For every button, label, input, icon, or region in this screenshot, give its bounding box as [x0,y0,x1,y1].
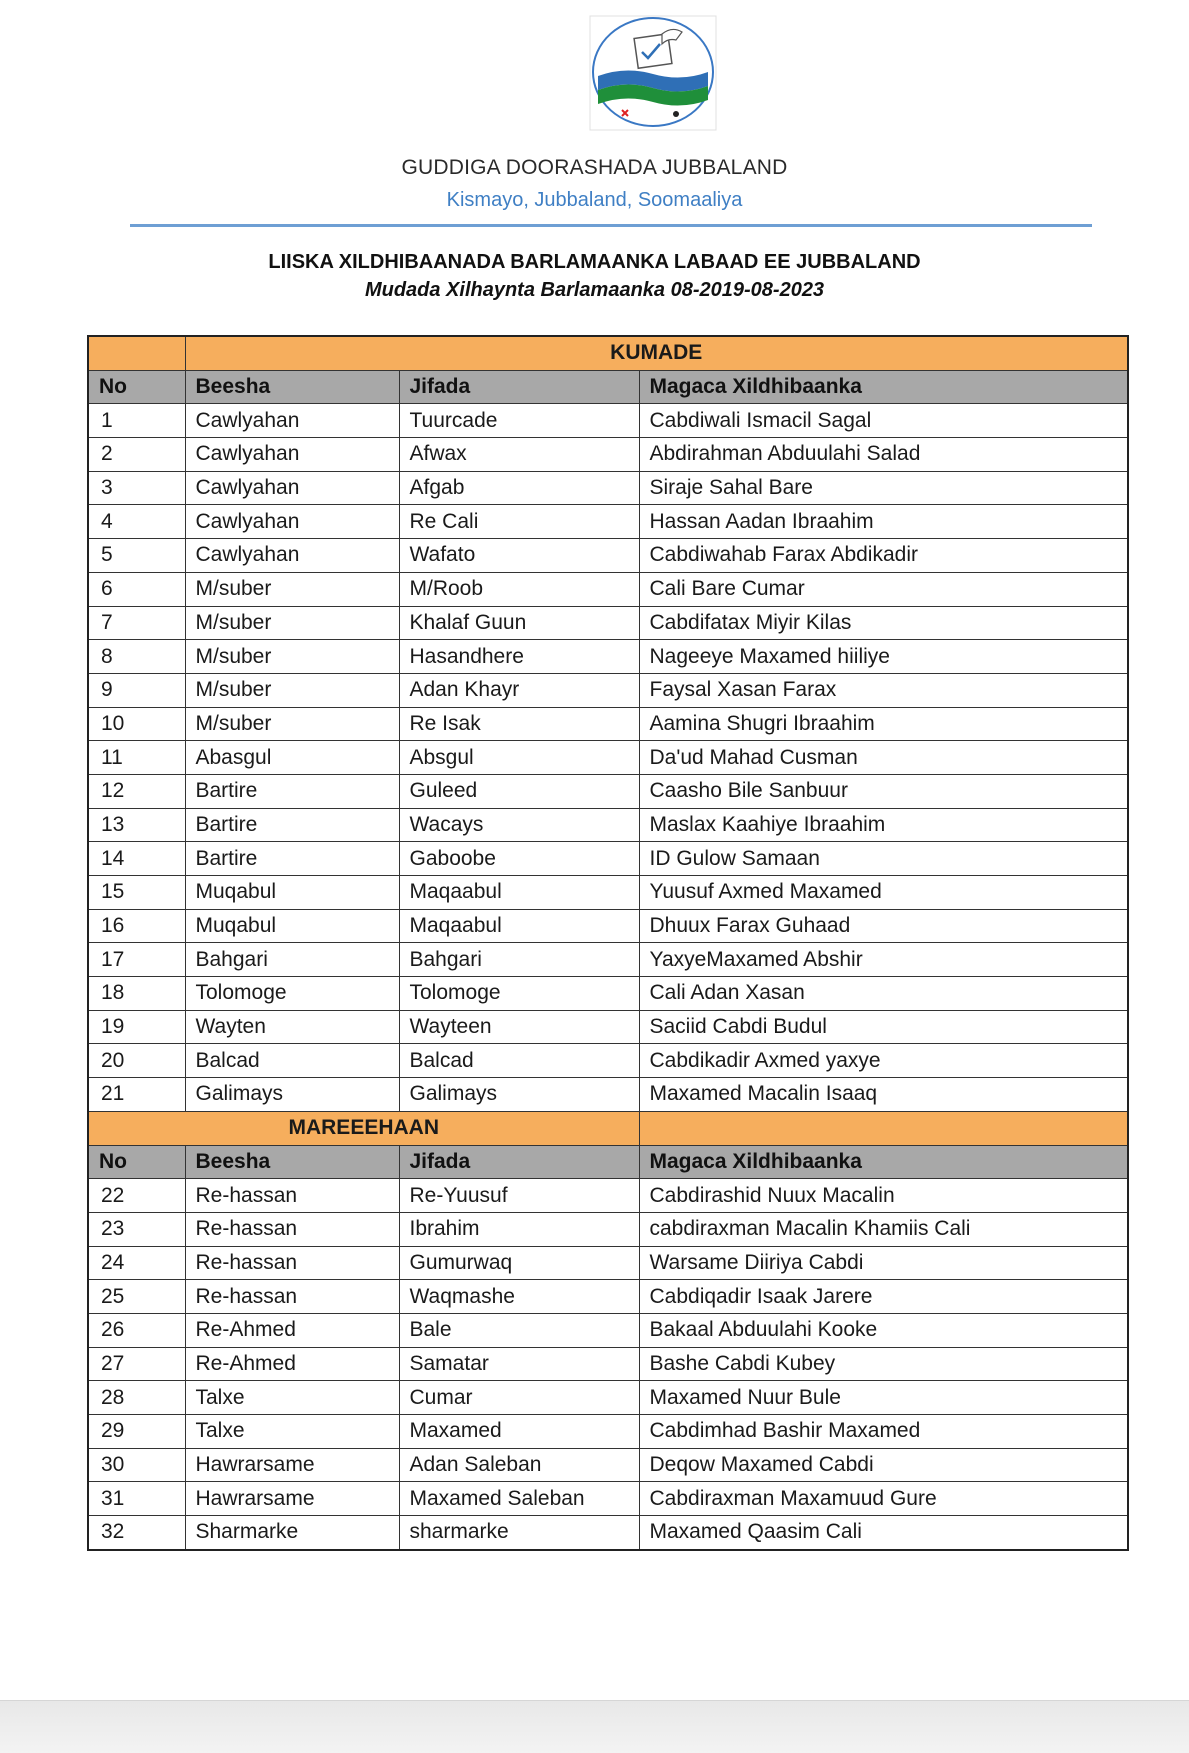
clan-cell: Re-hassan [185,1179,399,1213]
table-row [88,774,1128,808]
table-row [88,572,1128,606]
clan-cell: Muqabul [185,909,399,943]
row-number: 3 [88,471,185,505]
member-name-cell: Cabdirashid Nuux Macalin [639,1179,1128,1213]
member-name-cell: Cabdiwali Ismacil Sagal [639,404,1128,438]
table-row [88,404,1128,438]
row-number: 9 [88,673,185,707]
clan-cell: Balcad [185,1044,399,1078]
member-name-cell: Maslax Kaahiye Ibraahim [639,808,1128,842]
row-number: 21 [88,1078,185,1112]
member-name-cell: Cali Adan Xasan [639,977,1128,1011]
table-row [88,1448,1128,1482]
member-name-cell: Maxamed Macalin Isaaq [639,1078,1128,1112]
header-divider [130,224,1092,227]
table-row [88,1078,1128,1112]
column-header: Beesha [185,370,399,404]
clan-cell: Cawlyahan [185,404,399,438]
subclan-cell: Guleed [399,774,639,808]
row-number: 10 [88,707,185,741]
members-table [87,335,1129,1551]
row-number: 22 [88,1179,185,1213]
member-name-cell: Nageeye Maxamed hiiliye [639,640,1128,674]
row-number: 20 [88,1044,185,1078]
clan-cell: Bartire [185,842,399,876]
clan-cell: Re-hassan [185,1246,399,1280]
row-number: 7 [88,606,185,640]
subclan-cell: Adan Khayr [399,673,639,707]
subclan-cell: Waqmashe [399,1280,639,1314]
member-name-cell: Deqow Maxamed Cabdi [639,1448,1128,1482]
row-number: 1 [88,404,185,438]
clan-cell: Bahgari [185,943,399,977]
column-header-row [88,1145,1128,1179]
subclan-cell: Re Isak [399,707,639,741]
clan-cell: M/suber [185,640,399,674]
clan-cell: Tolomoge [185,977,399,1011]
row-number: 29 [88,1415,185,1449]
table-row [88,1280,1128,1314]
subclan-cell: Cumar [399,1381,639,1415]
column-header: Beesha [185,1145,399,1179]
table-row [88,539,1128,573]
table-row [88,505,1128,539]
subclan-cell: Re-Yuusuf [399,1179,639,1213]
table-row [88,1482,1128,1516]
clan-cell: Re-hassan [185,1212,399,1246]
member-name-cell: Cali Bare Cumar [639,572,1128,606]
row-number: 24 [88,1246,185,1280]
column-header: Magaca Xildhibaanka [639,370,1128,404]
clan-cell: Abasgul [185,741,399,775]
subclan-cell: Gumurwaq [399,1246,639,1280]
member-name-cell: Cabdiwahab Farax Abdikadir [639,539,1128,573]
clan-cell: Re-Ahmed [185,1313,399,1347]
member-name-cell: Bakaal Abduulahi Kooke [639,1313,1128,1347]
clan-cell: Cawlyahan [185,438,399,472]
clan-cell: Cawlyahan [185,539,399,573]
section-name: KUMADE [185,336,1128,370]
member-name-cell: Cabdiqadir Isaak Jarere [639,1280,1128,1314]
table-row [88,640,1128,674]
member-name-cell: Cabdikadir Axmed yaxye [639,1044,1128,1078]
table-row [88,673,1128,707]
row-number: 4 [88,505,185,539]
table-row [88,1179,1128,1213]
row-number: 19 [88,1010,185,1044]
section-header-row [88,1111,1128,1145]
row-number: 2 [88,438,185,472]
subclan-cell: Wafato [399,539,639,573]
row-number: 13 [88,808,185,842]
table-row [88,1347,1128,1381]
subclan-cell: Ibrahim [399,1212,639,1246]
table-row [88,1044,1128,1078]
row-number: 17 [88,943,185,977]
column-header: Jifada [399,370,639,404]
table-row [88,1415,1128,1449]
subclan-cell: Maqaabul [399,876,639,910]
member-name-cell: Cabdiraxman Maxamuud Gure [639,1482,1128,1516]
subclan-cell: Wayteen [399,1010,639,1044]
member-name-cell: Warsame Diiriya Cabdi [639,1246,1128,1280]
row-number: 31 [88,1482,185,1516]
clan-cell: Re-Ahmed [185,1347,399,1381]
row-number: 6 [88,572,185,606]
table-row [88,471,1128,505]
member-name-cell: Cabdifatax Miyir Kilas [639,606,1128,640]
subclan-cell: Bale [399,1313,639,1347]
clan-cell: M/suber [185,572,399,606]
row-number: 26 [88,1313,185,1347]
member-name-cell: Maxamed Nuur Bule [639,1381,1128,1415]
column-header-row [88,370,1128,404]
member-name-cell: YaxyeMaxamed Abshir [639,943,1128,977]
document-title: LIISKA XILDHIBAANADA BARLAMAANKA LABAAD EE JUBBALAND [268,251,921,273]
subclan-cell: Tuurcade [399,404,639,438]
clan-cell: Cawlyahan [185,505,399,539]
member-name-cell: cabdiraxman Macalin Khamiis Cali [639,1212,1128,1246]
row-number: 16 [88,909,185,943]
org-name: GUDDIGA DOORASHADA JUBBALAND [401,156,788,179]
subclan-cell: Tolomoge [399,977,639,1011]
row-number: 23 [88,1212,185,1246]
row-number: 27 [88,1347,185,1381]
table-row [88,1246,1128,1280]
subclan-cell: Afwax [399,438,639,472]
row-number: 28 [88,1381,185,1415]
clan-cell: Talxe [185,1415,399,1449]
clan-cell: Re-hassan [185,1280,399,1314]
member-name-cell: Da'ud Mahad Cusman [639,741,1128,775]
table-row [88,977,1128,1011]
column-header: Magaca Xildhibaanka [639,1145,1128,1179]
member-name-cell: Faysal Xasan Farax [639,673,1128,707]
clan-cell: Hawrarsame [185,1482,399,1516]
table-row [88,842,1128,876]
org-location: Kismayo, Jubbaland, Soomaaliya [446,189,743,211]
clan-cell: Wayten [185,1010,399,1044]
row-number: 12 [88,774,185,808]
table-row [88,606,1128,640]
subclan-cell: Maxamed Saleban [399,1482,639,1516]
row-number: 30 [88,1448,185,1482]
table-row [88,876,1128,910]
clan-cell: Galimays [185,1078,399,1112]
subclan-cell: Re Cali [399,505,639,539]
row-number: 32 [88,1516,185,1550]
table-row [88,707,1128,741]
document-subtitle: Mudada Xilhaynta Barlamaanka 08-2019-08-2023 [364,279,825,301]
clan-cell: Sharmarke [185,1516,399,1550]
section-blank-cell [88,336,185,370]
subclan-cell: sharmarke [399,1516,639,1550]
row-number: 5 [88,539,185,573]
subclan-cell: Maxamed [399,1415,639,1449]
ballot-box-logo-icon [588,14,718,132]
section-blank-cell [639,1111,1128,1145]
column-header: Jifada [399,1145,639,1179]
subclan-cell: M/Roob [399,572,639,606]
row-number: 14 [88,842,185,876]
column-header: No [88,1145,185,1179]
subclan-cell: Galimays [399,1078,639,1112]
clan-cell: M/suber [185,606,399,640]
clan-cell: Cawlyahan [185,471,399,505]
table-row [88,808,1128,842]
row-number: 18 [88,977,185,1011]
section-name: MAREEEHAAN [88,1111,639,1145]
clan-cell: Bartire [185,808,399,842]
table-row [88,438,1128,472]
member-name-cell: Bashe Cabdi Kubey [639,1347,1128,1381]
subclan-cell: Gaboobe [399,842,639,876]
subclan-cell: Samatar [399,1347,639,1381]
row-number: 25 [88,1280,185,1314]
member-name-cell: Yuusuf Axmed Maxamed [639,876,1128,910]
table-row [88,1212,1128,1246]
clan-cell: Hawrarsame [185,1448,399,1482]
member-name-cell: Siraje Sahal Bare [639,471,1128,505]
section-header-row [88,336,1128,370]
member-name-cell: Dhuux Farax Guhaad [639,909,1128,943]
subclan-cell: Absgul [399,741,639,775]
member-name-cell: Abdirahman Abduulahi Salad [639,438,1128,472]
clan-cell: Talxe [185,1381,399,1415]
subclan-cell: Khalaf Guun [399,606,639,640]
member-name-cell: Saciid Cabdi Budul [639,1010,1128,1044]
member-name-cell: Aamina Shugri Ibraahim [639,707,1128,741]
clan-cell: Muqabul [185,876,399,910]
row-number: 8 [88,640,185,674]
member-name-cell: Cabdimhad Bashir Maxamed [639,1415,1128,1449]
table-row [88,1010,1128,1044]
subclan-cell: Bahgari [399,943,639,977]
table-row [88,1381,1128,1415]
table-row [88,943,1128,977]
member-name-cell: Hassan Aadan Ibraahim [639,505,1128,539]
row-number: 15 [88,876,185,910]
subclan-cell: Wacays [399,808,639,842]
table-row [88,909,1128,943]
column-header: No [88,370,185,404]
page-bottom-edge [0,1700,1189,1753]
table-row [88,1313,1128,1347]
table-row [88,1516,1128,1550]
member-name-cell: Maxamed Qaasim Cali [639,1516,1128,1550]
subclan-cell: Afgab [399,471,639,505]
subclan-cell: Maqaabul [399,909,639,943]
clan-cell: M/suber [185,673,399,707]
clan-cell: M/suber [185,707,399,741]
table-row [88,741,1128,775]
row-number: 11 [88,741,185,775]
member-name-cell: Caasho Bile Sanbuur [639,774,1128,808]
subclan-cell: Hasandhere [399,640,639,674]
subclan-cell: Adan Saleban [399,1448,639,1482]
subclan-cell: Balcad [399,1044,639,1078]
clan-cell: Bartire [185,774,399,808]
member-name-cell: ID Gulow Samaan [639,842,1128,876]
